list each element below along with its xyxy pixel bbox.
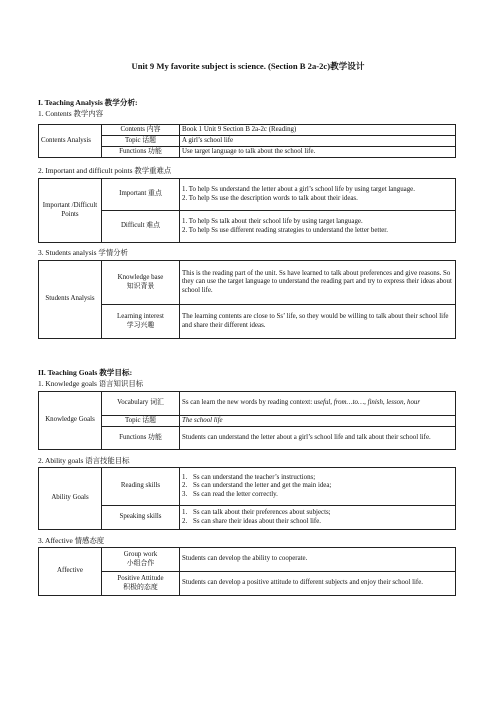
table-row <box>39 392 456 416</box>
row-header: Knowledge Goals <box>39 392 102 450</box>
table-row <box>39 147 456 158</box>
cell-value: Students can develop the ability to cooperate. <box>180 548 456 572</box>
students-analysis-table <box>38 260 456 339</box>
table-row <box>39 572 456 596</box>
cell-value <box>180 179 456 211</box>
contents-analysis-table <box>38 124 456 158</box>
list-item: 1. Ss can understand the teacher’s instructions; <box>182 473 316 481</box>
cell-key: Vocabulary 词汇 <box>102 392 180 416</box>
cell-key: Functions 功能 <box>102 427 180 450</box>
important-difficult-table <box>38 178 456 243</box>
table-row <box>39 136 456 147</box>
cell-key: Topic 话题 <box>102 136 180 147</box>
table-row <box>39 179 456 211</box>
row-header: Affective <box>39 548 102 596</box>
cell-key <box>102 572 180 596</box>
cell-key: Important 重点 <box>102 179 180 211</box>
vocab-words: useful, from…to…, finish, lesson, hour <box>313 399 421 407</box>
key-cn: 知识背景 <box>126 282 155 290</box>
table-row <box>39 125 456 136</box>
table-row <box>39 305 456 339</box>
cell-key: Contents 内容 <box>102 125 180 136</box>
row-header: Ability Goals <box>39 468 102 530</box>
key-en: Knowledge base <box>117 273 164 281</box>
vocab-prefix: Ss can learn the new words by reading context: <box>182 399 314 407</box>
cell-value: Students can understand the letter about a girl’s school life and talk about their school life. <box>180 427 456 450</box>
cell-value: The learning contents are close to Ss’ life, so they would be willing to talk about their school life and share their different ideas. <box>180 305 456 339</box>
cell-value: A girl’s school life <box>180 136 456 147</box>
cell-value <box>180 468 456 506</box>
cell-value: Use target language to talk about the school life. <box>180 147 456 158</box>
cell-value: Book 1 Unit 9 Section B 2a-2c (Reading) <box>180 125 456 136</box>
line: 2. To help Ss use different reading strategies to understand the letter better. <box>182 226 388 234</box>
cell-value: This is the reading part of the unit. Ss have learned to talk about preferences and give reasons. So they can use the target language to understand the reading part and try to express their ideas about school life. <box>180 261 456 305</box>
table-row <box>39 261 456 305</box>
line: 1. To help Ss talk about their school life by using target language. <box>182 217 363 225</box>
key-cn: 学习兴趣 <box>126 321 155 329</box>
section-heading-teaching-analysis: I. Teaching Analysis 教学分析: <box>38 98 138 107</box>
table-row <box>39 548 456 572</box>
cell-key <box>102 261 180 305</box>
speaking-skills-list <box>182 509 453 526</box>
document-title: Unit 9 My favorite subject is science. (Section B 2a-2c)教学设计 <box>131 61 365 71</box>
table-row <box>39 506 456 530</box>
cell-value <box>180 506 456 530</box>
subheading-affective: 3. Affective 情感态度 <box>38 536 105 545</box>
table-row <box>39 211 456 243</box>
section-heading-teaching-goals: II. Teaching Goals 教学目标: <box>38 368 133 377</box>
cell-key: Speaking skills <box>102 506 180 530</box>
line: 2. To help Ss use the description words to talk about their ideas. <box>182 194 358 202</box>
key-en: Positive Attitude <box>117 574 164 582</box>
key-cn: 小组合作 <box>126 559 155 567</box>
cell-key <box>102 548 180 572</box>
affective-table <box>38 547 456 596</box>
line: 1. To help Ss understand the letter about a girl’s school life by using target language. <box>182 185 415 193</box>
key-cn: 积极的态度 <box>123 583 158 591</box>
ability-goals-table <box>38 467 456 530</box>
cell-value <box>180 211 456 243</box>
table-row <box>39 468 456 506</box>
table-row <box>39 427 456 450</box>
subheading-students-analysis: 3. Students analysis 学情分析 <box>38 248 128 257</box>
list-item: 1. Ss can talk about their preferences about subjects; <box>182 508 331 516</box>
cell-value: Students can develop a positive attitude to different subjects and enjoy their school life. <box>180 572 456 596</box>
subheading-knowledge-goals: 1. Knowledge goals 语言知识目标 <box>38 379 144 388</box>
row-header: Students Analysis <box>39 261 102 339</box>
table-row <box>39 416 456 427</box>
key-en: Group work <box>123 550 158 558</box>
cell-key <box>102 305 180 339</box>
subheading-contents: 1. Contents 教学内容 <box>38 109 104 118</box>
key-en: Learning interest <box>117 312 164 320</box>
knowledge-goals-table <box>38 391 456 450</box>
row-header: Important /Difficult Points <box>39 179 102 243</box>
cell-key: Difficult 难点 <box>102 211 180 243</box>
list-item: 2. Ss can share their ideas about their school life. <box>182 517 322 525</box>
reading-skills-list <box>182 474 453 500</box>
cell-key: Functions 功能 <box>102 147 180 158</box>
subheading-ability-goals: 2. Ability goals 语言技能目标 <box>38 456 130 465</box>
list-item: 2. Ss can understand the letter and get the main idea; <box>182 482 332 490</box>
cell-value <box>180 392 456 416</box>
row-header: Contents Analysis <box>39 125 102 158</box>
cell-key: Topic 话题 <box>102 416 180 427</box>
cell-key: Reading skills <box>102 468 180 506</box>
cell-value: The school life <box>180 416 456 427</box>
list-item: 3. Ss can read the letter correctly. <box>182 490 278 498</box>
subheading-important-difficult: 2. Important and difficult points 教学重难点 <box>38 166 172 175</box>
